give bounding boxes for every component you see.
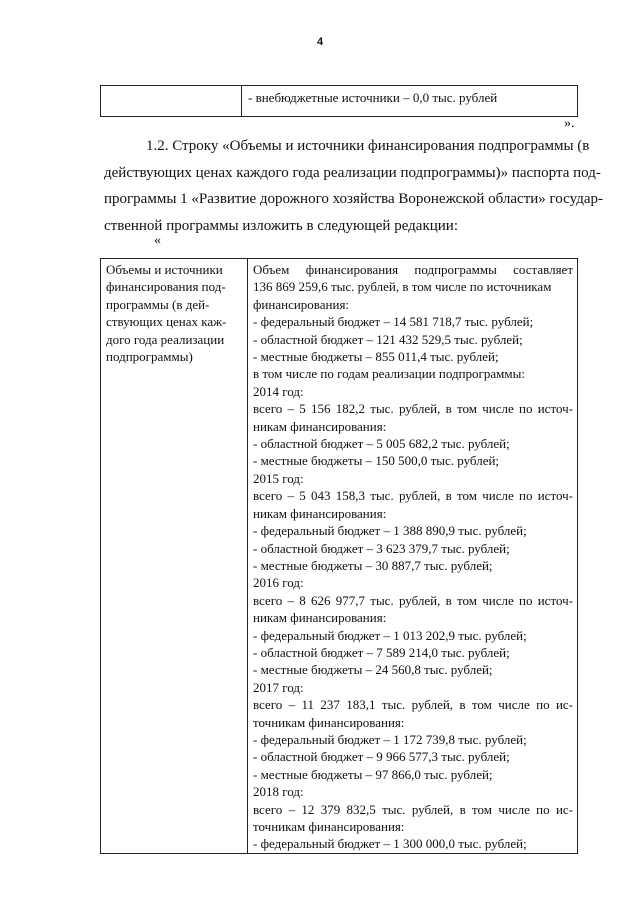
detail-line: 136 869 259,6 тыс. рублей, в том числе по источникам [253,279,552,295]
detail-line: всего – 11 237 183,1 тыс. рублей, в том числе по ис- [253,697,573,713]
closing-quote: ». [564,116,575,131]
continuation-left-cell [101,86,242,117]
label-line: финансирования под- [106,279,226,295]
funding-table [100,258,578,854]
page-number: 4 [316,36,324,48]
detail-line: - областной бюджет – 5 005 682,2 тыс. рублей; [253,436,510,452]
detail-line: - областной бюджет – 121 432 529,5 тыс. рублей; [253,331,523,347]
detail-line: - местные бюджеты – 24 560,8 тыс. рублей; [253,662,493,678]
detail-line: - федеральный бюджет – 1 300 000,0 тыс. рублей; [253,836,527,852]
detail-line: никам финансирования: [253,505,387,521]
detail-line: точникам финансирования: [253,819,405,834]
detail-line: всего – 12 379 832,5 тыс. рублей, в том числе по ис- [253,801,573,817]
detail-line: точникам финансирования: [253,714,405,730]
detail-line: 2015 год: [253,470,304,486]
paragraph-line: 1.2. Строку «Объемы и источники финансирования подпрограммы (в [146,138,590,154]
detail-line: - федеральный бюджет – 1 013 202,9 тыс. рублей; [253,627,527,643]
detail-line: никам финансирования: [253,610,387,626]
detail-line: никам финансирования: [253,418,387,434]
continuation-table [100,85,578,117]
detail-line: - федеральный бюджет – 14 581 718,7 тыс. рублей; [253,314,534,330]
paragraph-line: действующих ценах каждого года реализации подпрограммы)» паспорта под- [104,164,601,181]
detail-line: 2014 год: [253,383,304,399]
label-line: программы (в дей- [106,296,210,312]
detail-line: всего – 8 626 977,7 тыс. рублей, в том числе по источ- [253,592,573,608]
detail-line: всего – 5 043 158,3 тыс. рублей, в том числе по источ- [253,488,573,504]
continuation-right-cell: - внебюджетные источники – 0,0 тыс. рублей [242,86,578,117]
detail-line: - местные бюджеты – 30 887,7 тыс. рублей; [253,557,493,573]
detail-line: 2016 год: [253,575,304,591]
label-line: подпрограммы) [106,349,193,365]
detail-line: 2017 год: [253,679,304,695]
amendment-paragraph [104,133,603,239]
detail-line: - местные бюджеты – 855 011,4 тыс. рублей; [253,349,499,365]
detail-line: - областной бюджет – 9 966 577,3 тыс. рублей; [253,749,510,765]
paragraph-line: программы 1 «Развитие дорожного хозяйства Воронежской области» государ- [104,191,603,207]
detail-line: - областной бюджет – 3 623 379,7 тыс. рублей; [253,540,510,556]
detail-line: - федеральный бюджет – 1 172 739,8 тыс. рублей; [253,731,527,747]
funding-details-cell [248,259,578,854]
label-line: Объемы и источники [106,262,223,277]
label-line: ствующих ценах каж- [106,314,227,330]
detail-line: всего – 5 156 182,2 тыс. рублей, в том числе по источ- [253,401,573,417]
detail-line: - местные бюджеты – 150 500,0 тыс. рублей; [253,453,500,469]
detail-line: Объем финансирования подпрограммы составляет [253,262,573,277]
funding-label-cell [101,259,248,854]
detail-line: - местные бюджеты – 97 866,0 тыс. рублей; [253,766,493,782]
detail-line: 2018 год: [253,784,304,800]
detail-line: - федеральный бюджет – 1 388 890,9 тыс. рублей; [253,523,527,539]
detail-line: - областной бюджет – 7 589 214,0 тыс. рублей; [253,644,510,660]
label-line: дого года реализации [106,331,225,347]
paragraph-line: ственной программы изложить в следующей редакции: [104,217,458,234]
detail-line: в том числе по годам реализации подпрограммы: [253,366,525,382]
detail-line: финансирования: [253,296,350,312]
opening-quote: « [154,233,161,248]
